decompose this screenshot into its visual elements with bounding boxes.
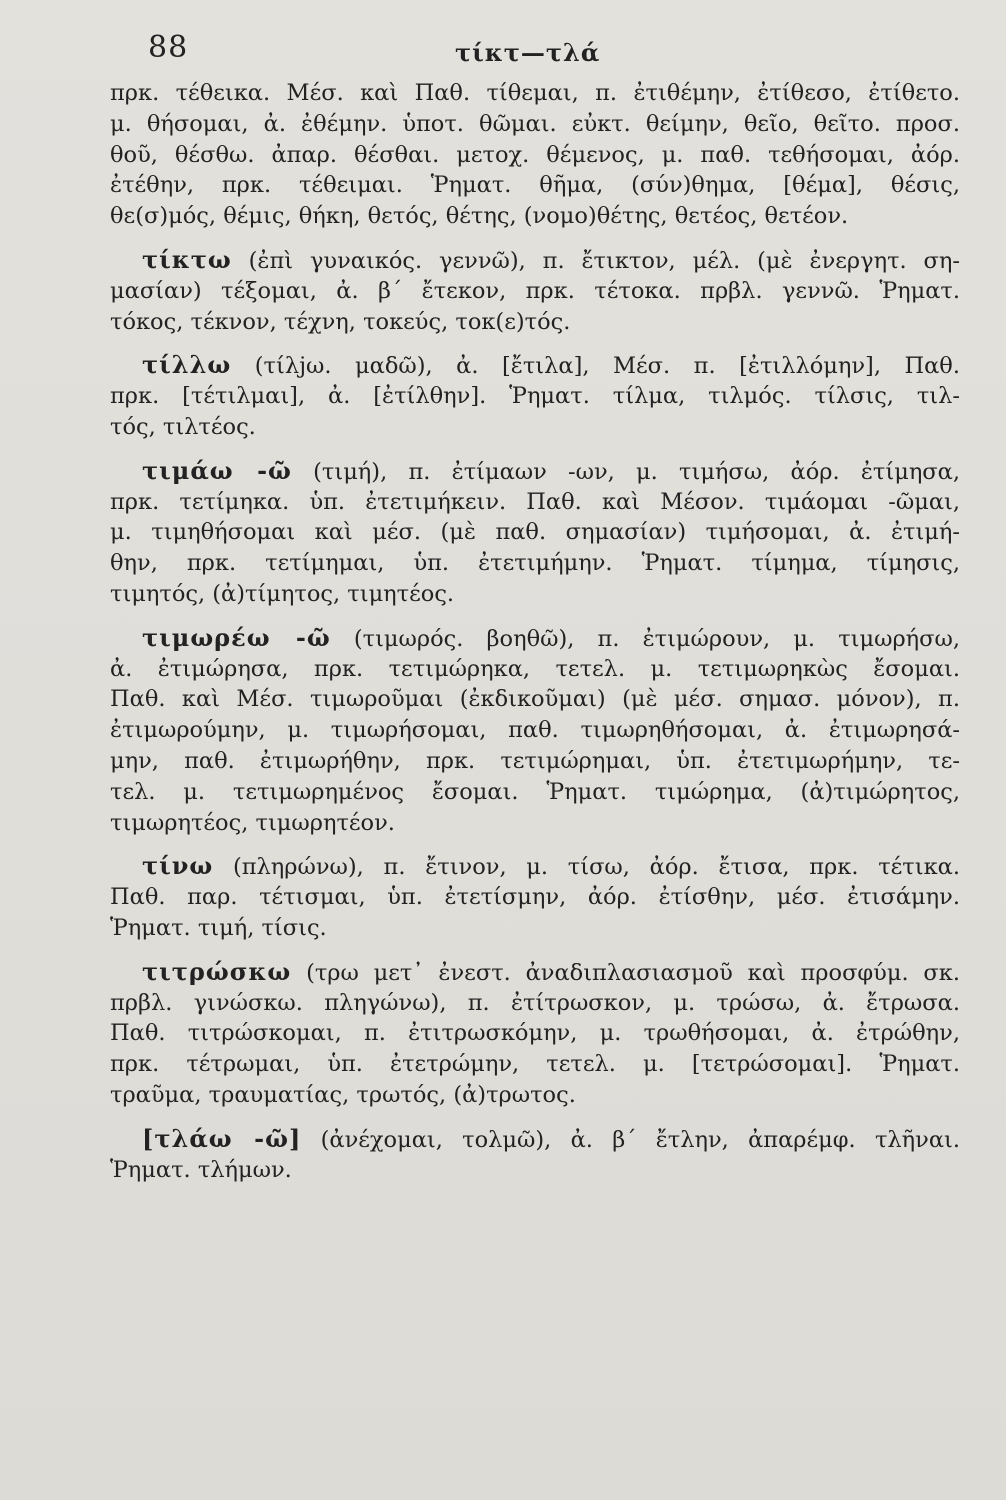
entry-line: τελ. μ. τετιμωρημένος ἔσομαι. Ῥηματ. τιμώρημα, (ἀ)τιμώρητος, [110,778,960,805]
headword: τίνω [142,851,214,881]
headword: τίλλω [142,350,232,380]
entry-text: (τιμωρός. βοηθῶ), π. ἐτιμώρουν, μ. τιμωρήσω, [353,625,960,652]
entry-text: (πληρώνω), π. ἔτινον, μ. τίσω, ἀόρ. ἔτισα, πρκ. τέτικα. [232,854,960,881]
entry-line: Παθ. καὶ Μέσ. τιμωροῦμαι (ἐκδικοῦμαι) (μὲ μέσ. σημασ. μόνον), π. [110,686,960,713]
entry-line: Ῥηματ. τιμή, τίσις. [110,914,327,941]
entry-line: θε(σ)μός, θέμις, θήκη, θετός, θέτης, (νομο)θέτης, θετέος, θετέον. [110,203,849,230]
entry-line: πρκ. [τέτιλμαι], ἀ. [ἐτίλθην]. Ῥηματ. τίλμα, τιλμός. τίλσις, τιλ- [110,383,960,410]
entry-line: Ῥηματ. τλήμων. [110,1156,292,1183]
headword: τιμάω -ῶ [142,455,292,485]
entry-line: μ. θήσομαι, ἀ. ἐθέμην. ὑποτ. θῶμαι. εὐκτ. θείμην, θεῖο, θεῖτο. προσ. [110,110,960,137]
entry-text: (ἀνέχομαι, τολμῶ), ἀ. β΄ ἔτλην, ἀπαρέμφ. τλῆναι. [320,1126,960,1153]
headword: [τλάω -ῶ] [142,1123,302,1153]
page-header [0,30,1006,80]
entry-tillo [110,350,960,442]
entry-tikto [110,245,960,337]
entry-line: θην, πρκ. τετίμημαι, ὑπ. ἐτετιμήμην. Ῥηματ. τίμημα, τίμησις, [110,550,960,577]
entry-timao [110,456,960,610]
entry-text: (τρω μετ᾽ ἐνεστ. ἀναδιπλασιασμοῦ καὶ προσφύμ. σκ. [306,959,960,986]
entry-line: τιμωρητέος, τιμωρητέον. [110,809,395,836]
entry-line: τόκος, τέκνον, τέχνη, τοκεύς, τοκ(ε)τός. [110,308,571,335]
entry-line: ἐτιμωρούμην, μ. τιμωρήσομαι, παθ. τιμωρηθήσομαι, ἀ. ἐτιμωρησά- [110,717,960,744]
page-body [110,78,960,1198]
entry-line: πρκ. τέθεικα. Μέσ. καὶ Παθ. τίθεμαι, π. ἐτιθέμην, ἐτίθεσο, ἐτίθετο. [110,80,960,106]
entry-tino [110,851,960,943]
running-head: τίκτ—τλά [455,38,601,67]
page-number: 88 [148,30,189,65]
headword: τίκτω [142,244,232,274]
entry-line: πρκ. τετίμηκα. ὑπ. ἐτετιμήκειν. Παθ. καὶ Μέσον. τιμάομαι -ῶμαι, [110,488,960,515]
entry-line: μασίαν) τέξομαι, ἀ. β΄ ἔτεκον, πρκ. τέτοκα. πρβλ. γεννῶ. Ῥηματ. [110,277,960,304]
entry-text: (τιμή), π. ἐτίμαων -ων, μ. τιμήσω, ἀόρ. ἐτίμησα, [313,458,960,485]
entry-line: τός, τιλτέος. [110,413,256,440]
entry-timoreo [110,623,960,839]
entry-text: (ἐπὶ γυναικός. γεννῶ), π. ἔτικτον, μέλ. (μὲ ἐνεργητ. ση- [248,247,960,274]
entry-continuation [110,78,960,232]
entry-line: θοῦ, θέσθω. ἀπαρ. θέσθαι. μετοχ. θέμενος, μ. παθ. τεθήσομαι, ἀόρ. [110,141,960,168]
entry-first-line [110,456,960,487]
headword: τιτρώσκω [142,956,292,986]
entry-tlao [110,1124,960,1186]
entry-line: Παθ. παρ. τέτισμαι, ὑπ. ἐτετίσμην, ἀόρ. ἐτίσθην, μέσ. ἐτισάμην. [110,884,960,911]
entry-line: πρβλ. γινώσκω. πληγώνω), π. ἐτίτρωσκον, μ. τρώσω, ἀ. ἔτρωσα. [110,989,960,1016]
entry-text: (τίλjω. μαδῶ), ἀ. [ἔτιλα], Μέσ. π. [ἐτιλλόμην], Παθ. [254,353,960,380]
headword: τιμωρέω -ῶ [142,622,331,652]
entry-first-line [110,851,960,882]
entry-line: ἀ. ἐτιμώρησα, πρκ. τετιμώρηκα, τετελ. μ. τετιμωρηκὼς ἔσομαι. [110,655,960,682]
entry-line: ἐτέθην, πρκ. τέθειμαι. Ῥηματ. θῆμα, (σύν)θημα, [θέμα], θέσις, [110,172,960,199]
entry-titrosko [110,957,960,1111]
entry-first-line [110,350,960,381]
entry-line: Παθ. τιτρώσκομαι, π. ἐτιτρωσκόμην, μ. τρωθήσομαι, ἀ. ἐτρώθην, [110,1020,960,1047]
entry-line: πρκ. τέτρωμαι, ὑπ. ἐτετρώμην, τετελ. μ. [τετρώσομαι]. Ῥηματ. [110,1051,960,1078]
entry-line: μην, παθ. ἐτιμωρήθην, πρκ. τετιμώρημαι, ὑπ. ἐτετιμωρήμην, τε- [110,747,960,774]
entry-first-line [110,1124,960,1155]
entry-line: τραῦμα, τραυματίας, τρωτός, (ἀ)τρωτος. [110,1081,576,1108]
entry-first-line [110,623,960,654]
entry-line: μ. τιμηθήσομαι καὶ μέσ. (μὲ παθ. σημασίαν) τιμήσομαι, ἀ. ἐτιμή- [110,519,960,546]
entry-first-line [110,957,960,988]
entry-line: τιμητός, (ἀ)τίμητος, τιμητέος. [110,580,455,607]
entry-first-line [110,245,960,276]
